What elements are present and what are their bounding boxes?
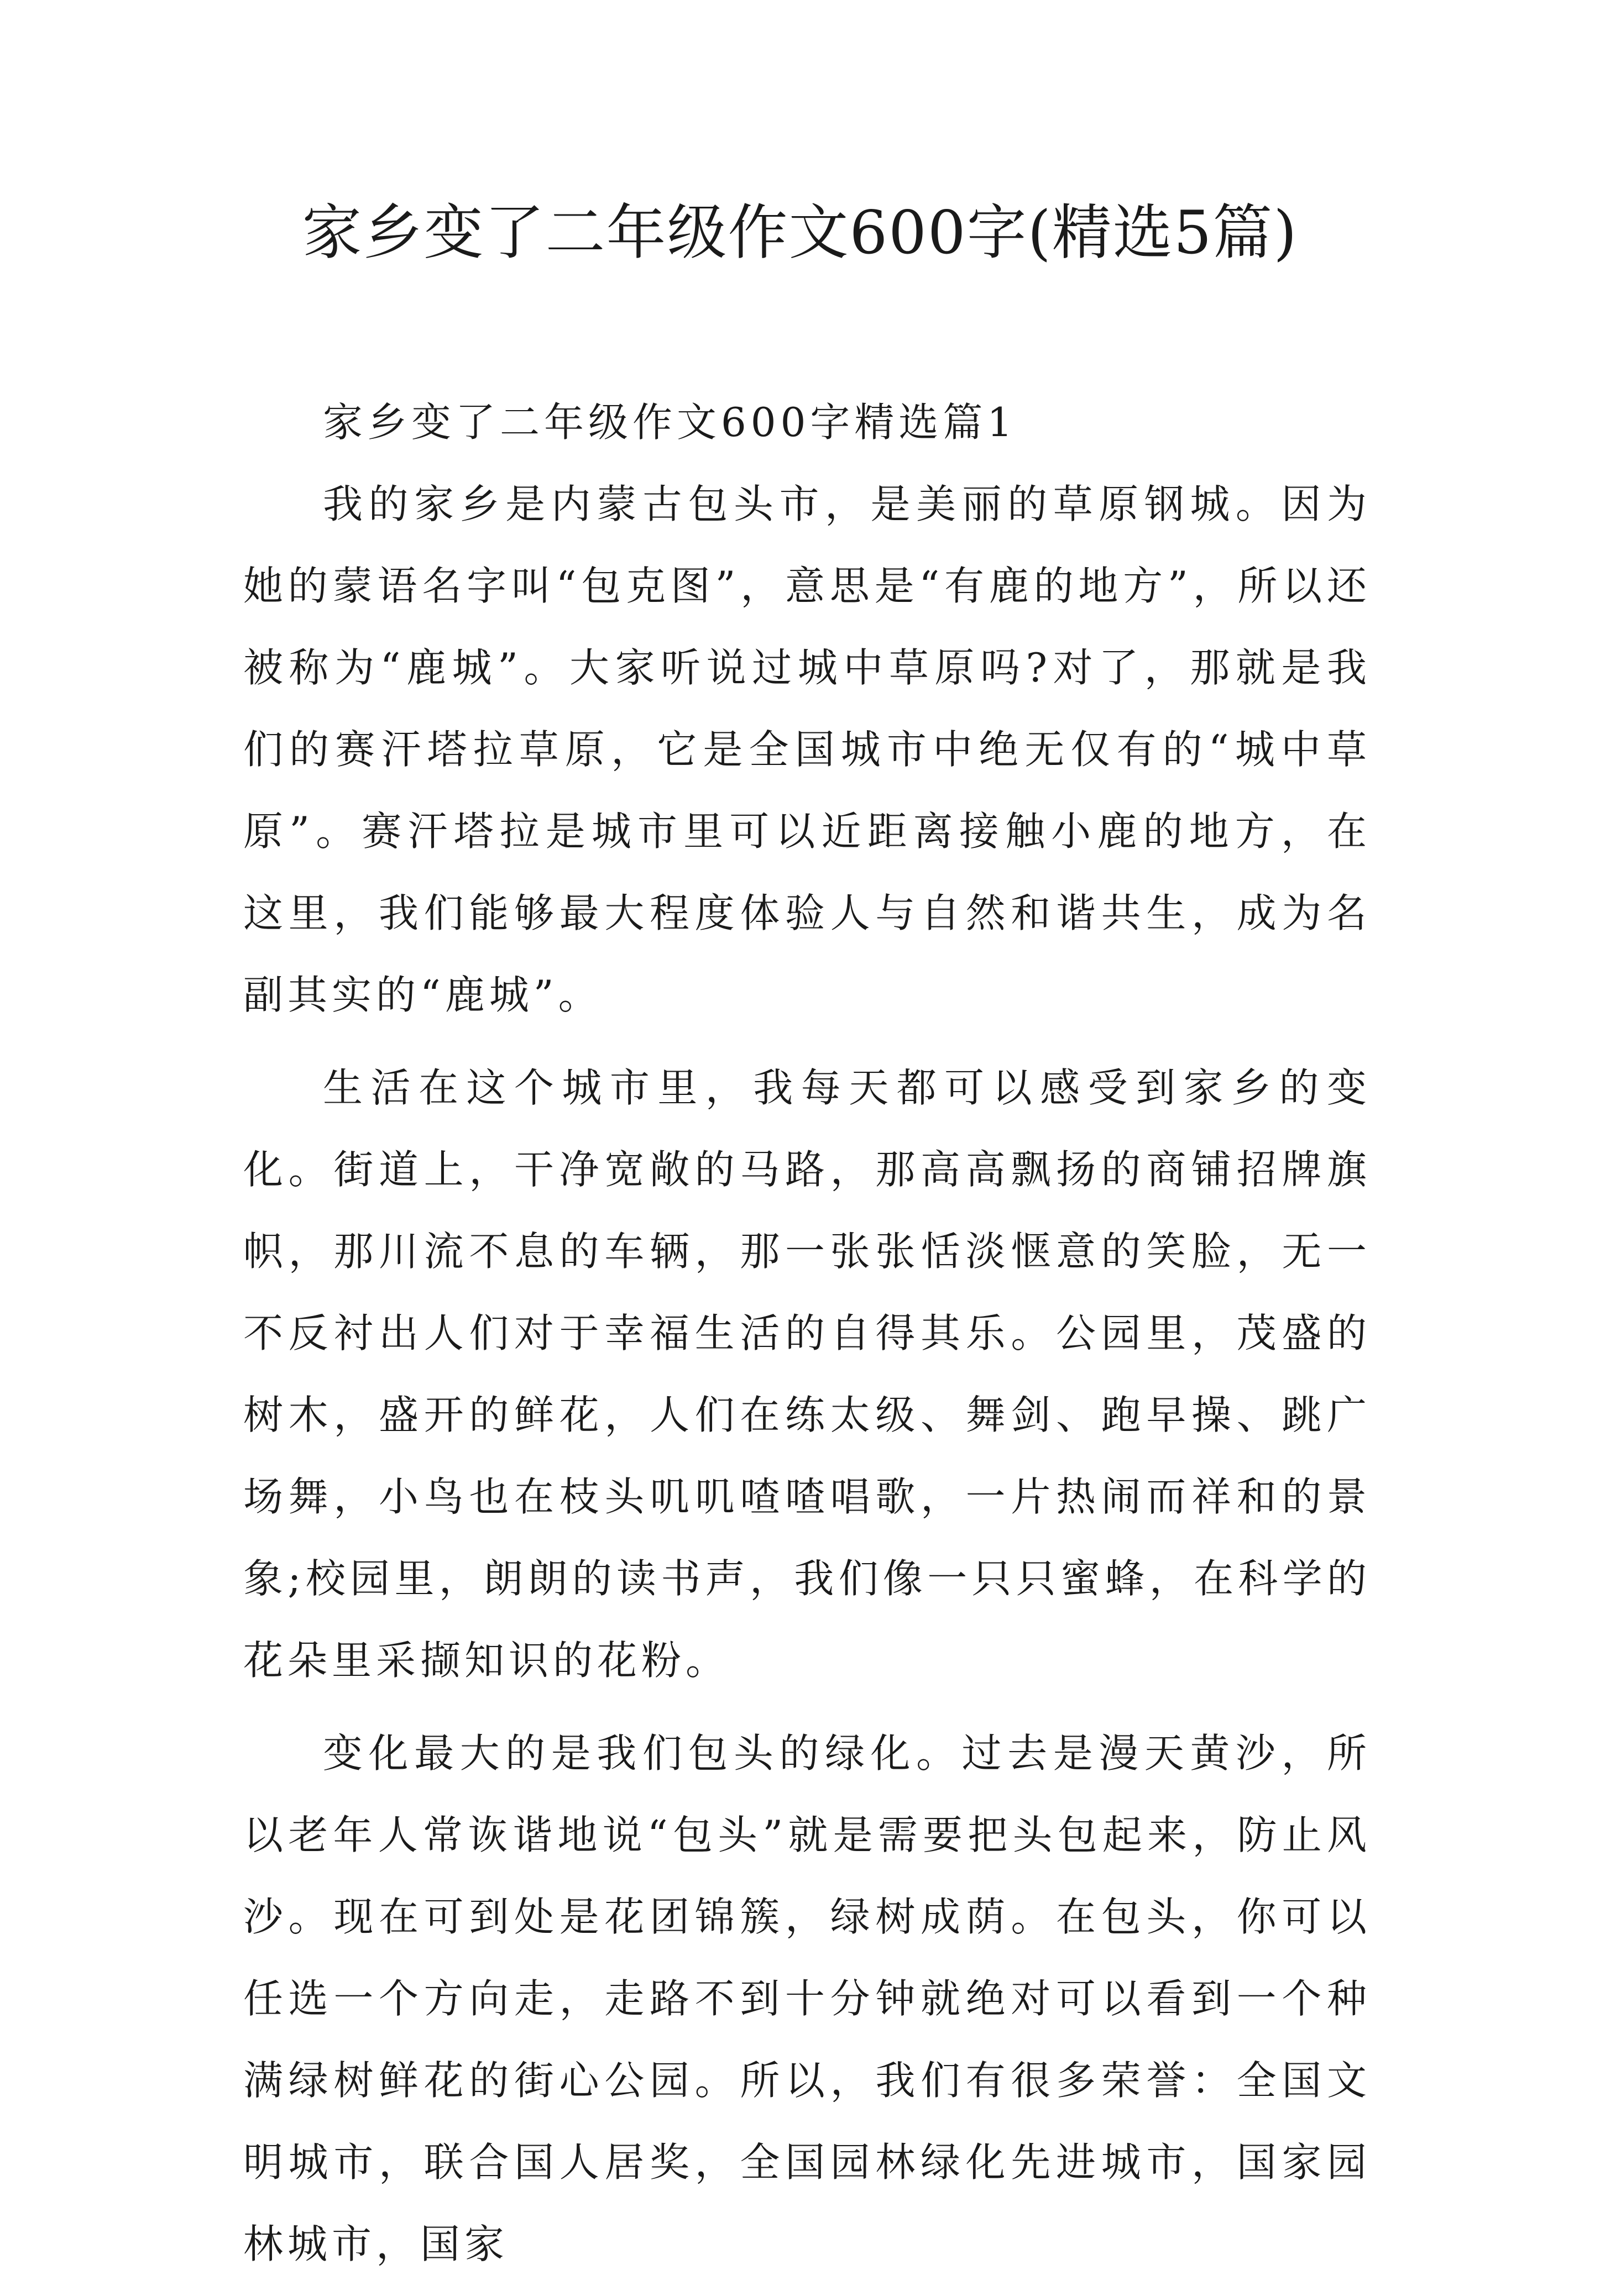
document-title: 家乡变了二年级作文600字(精选5篇) bbox=[302, 198, 1298, 268]
paragraph-2: 生活在这个城市里，我每天都可以感受到家乡的变化。街道上，干净宽敞的马路，那高高飘扬的商铺招牌旗帜，那川流不息的车辆，那一张张恬淡惬意的笑脸，无一不反衬出人们对于幸福生活的自得其乐。公园里，茂盛的树木，盛开的鲜花，人们在练太级、舞剑、跑早操、跳广场舞，小鸟也在枝头叽叽喳喳唱歌，一片热闹而祥和的景象;校园里，朗朗的读书声，我们像一只只蜜蜂，在科学的花朵里采撷知识的花粉。 bbox=[243, 1065, 1371, 1684]
paragraph-3: 变化最大的是我们包头的绿化。过去是漫天黄沙，所以老年人常诙谐地说“包头”就是需要把头包起来，防止风沙。现在可到处是花团锦簇，绿树成荫。在包头，你可以任选一个方向走，走路不到十分钟就绝对可以看到一个种满绿树鲜花的街心公园。所以，我们有很多荣誉：全国文明城市，联合国人居奖，全国园林绿化先进城市，国家园林城市，国家 bbox=[243, 1730, 1371, 2267]
paragraph-1: 我的家乡是内蒙古包头市，是美丽的草原钢城。因为她的蒙语名字叫“包克图”，意思是“有鹿的地方”，所以还被称为“鹿城”。大家听说过城中草原吗?对了，那就是我们的赛汗塔拉草原，它是全国城市中绝无仅有的“城中草原”。赛汗塔拉是城市里可以近距离接触小鹿的地方，在这里，我们能够最大程度体验人与自然和谐共生，成为名副其实的“鹿城”。 bbox=[243, 481, 1371, 1018]
document-body bbox=[243, 381, 1371, 2296]
section-heading: 家乡变了二年级作文600字精选篇1 bbox=[323, 399, 1017, 445]
